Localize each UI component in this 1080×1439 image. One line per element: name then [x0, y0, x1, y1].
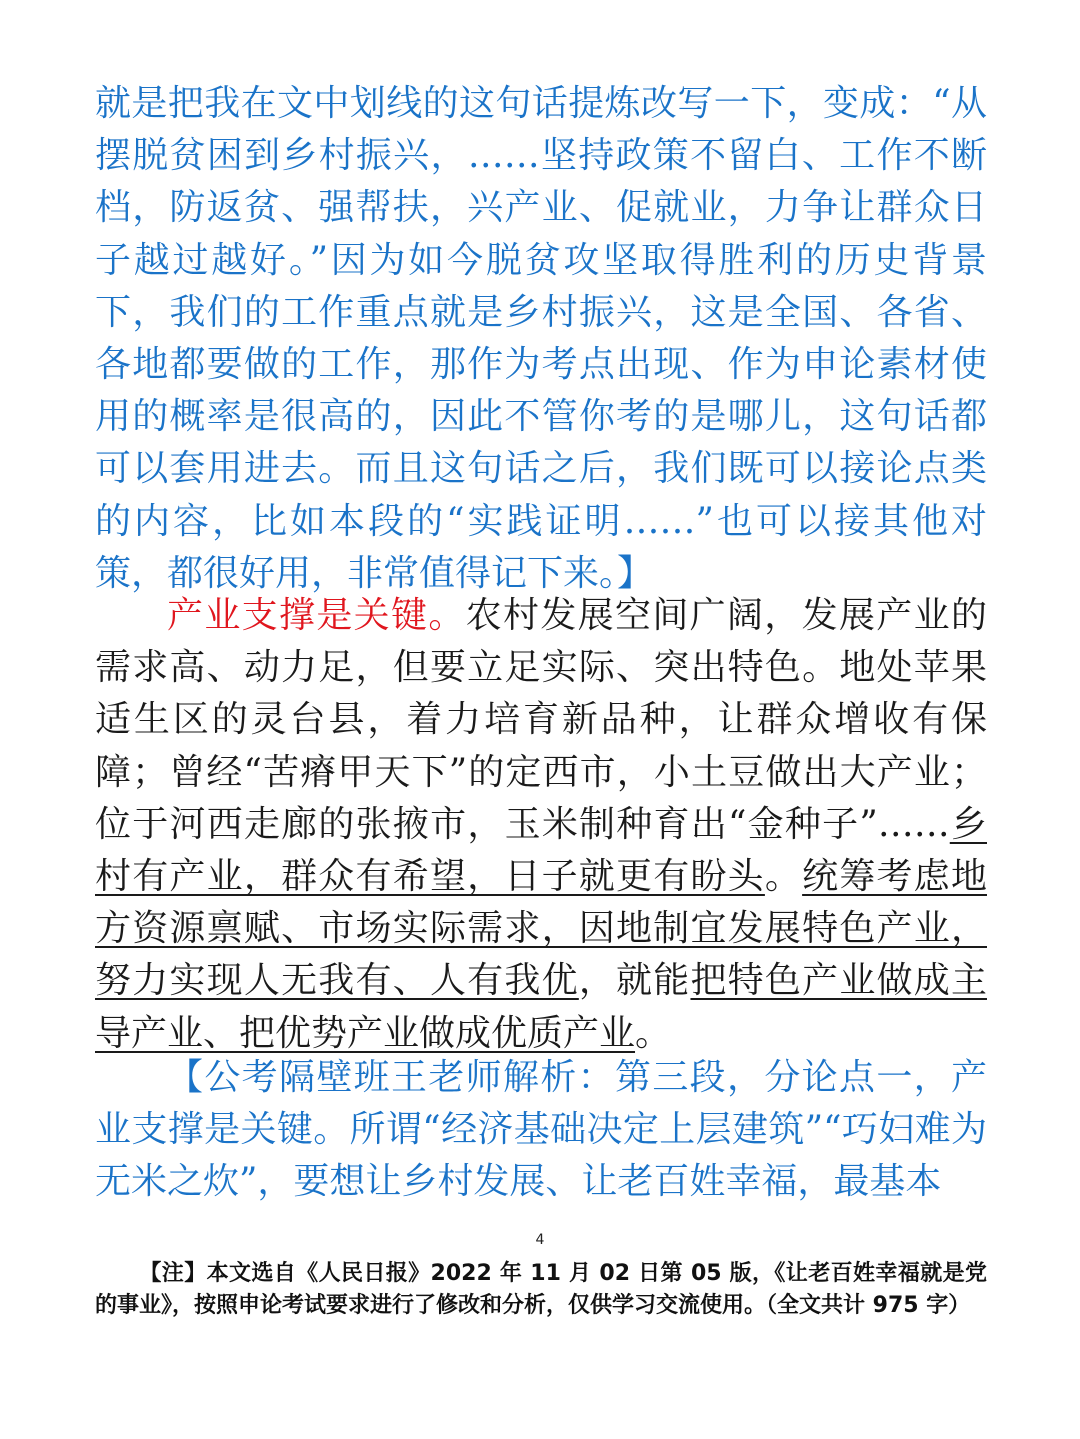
article-paragraph	[95, 590, 987, 1060]
footnote-text: 【注】本文选自《人民日报》2022 年 11 月 02 日第 05 版，《让老百姓幸福就是党的事业》，按照申论考试要求进行了修改和分析，仅供学习交流使用。（全文共计 975 字）	[95, 1261, 987, 1318]
page-number: 4	[535, 1232, 545, 1248]
underlined-sentence: 统筹考虑地方资源禀赋、市场实际需求，因地制宜发展特色产业，努力实现人无我有、人有我优	[95, 856, 987, 1002]
underlined-sentence: 把特色产业做成主导产业、把优势产业做成优质产业	[95, 960, 987, 1054]
body-text: ，就能	[578, 960, 691, 1002]
underlined-sentence: 乡村有产业，群众有希望，日子就更有盼头	[95, 803, 987, 898]
body-text: 。	[764, 856, 803, 898]
body-text: 。	[635, 1012, 672, 1054]
analysis-paragraph: 【公考隔壁班王老师解析：第三段，分论点一，产业支撑是关键。所谓“经济基础决定上层建筑”“巧妇难为无米之炊”，要想让乡村发展、让老百姓幸福，最基本	[95, 1057, 987, 1203]
section-heading: 产业支撑是关键。	[167, 595, 466, 636]
footnote	[95, 1258, 987, 1322]
body-text: 农村发展空间广阔，发展产业的需求高、动力足，但要立足实际、突出特色。地处苹果适生区的灵台县，着力培育新品种，让群众增收有保障；曾经“苦瘠甲天下”的定西市，小土豆做出大产业；位于河西走廊的张掖市，玉米制种育出“金种子”……	[95, 595, 987, 845]
analysis-paragraph-continued: 就是把我在文中划线的这句话提炼改写一下，变成：“从摆脱贫困到乡村振兴，……坚持政策不留白、工作不断档，防返贫、强帮扶，兴产业、促就业，力争让群众日子越过越好。”因为如今脱贫攻坚取得胜利的历史背景下，我们的工作重点就是乡村振兴，这是全国、各省、各地都要做的工作，那作为考点出现、作为申论素材使用的概率是很高的，因此不管你考的是哪儿，这句话都可以套用进去。而且这句话之后，我们既可以接论点类的内容，比如本段的“实践证明……”也可以接其他对策，都很好用，非常值得记下来。】	[95, 83, 987, 594]
